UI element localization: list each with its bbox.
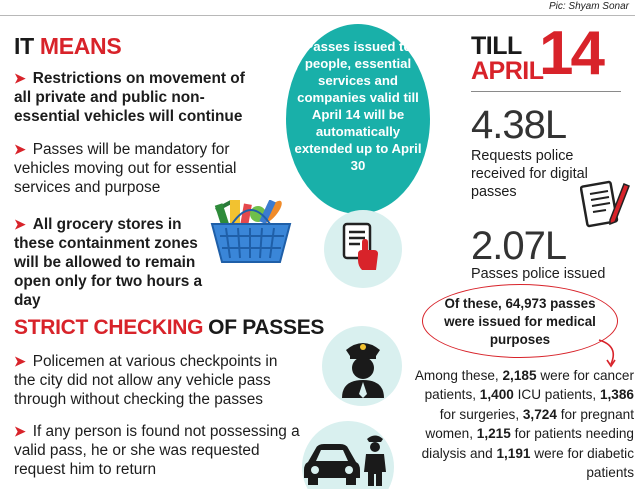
arrow-icon: ➤ [14, 141, 26, 157]
text-pregnant: for pregnant women, [425, 406, 634, 442]
heading-strict-checking: STRICT CHECKING [14, 316, 204, 339]
heading-of-passes: OF PASSES [208, 316, 325, 339]
traffic-police-icon [362, 432, 388, 486]
bullet-text: All grocery stores in these containment zones will be allowed to remain open only for two hours a day [14, 216, 203, 309]
medical-breakdown [412, 366, 634, 482]
medical-note: Of these, 64,973 passes were issued for medical purposes [444, 296, 596, 347]
it-means-heading [14, 33, 121, 60]
april-label: APRIL [471, 57, 544, 85]
issued-label: Passes police issued [471, 266, 606, 282]
till-label: TILL [471, 32, 522, 60]
text-dialysis: for patients needing dialysis and [421, 426, 634, 461]
grocery-basket-icon [206, 200, 296, 272]
photo-credit: Pic: Shyam Sonar [548, 1, 629, 12]
bullet-restrictions [14, 69, 266, 126]
count-cancer: 2,185 [502, 368, 537, 383]
breakdown-intro: Among these, [414, 368, 499, 383]
strict-checking-heading [14, 316, 324, 340]
extension-note: Passes issued to people, essential services and companies valid till April 14 will be automatically extended up to April 30 [294, 39, 422, 173]
text-diabetic: were for diabetic patients [534, 445, 634, 481]
bullet-valid-pass [14, 422, 304, 479]
notepad-pen-icon [580, 178, 630, 230]
count-icu: 1,400 [479, 387, 514, 403]
connector-arrow [597, 338, 621, 368]
bullet-text: Passes will be mandatory for vehicles moving out for essential services and purpose [14, 141, 237, 196]
arrow-icon: ➤ [14, 353, 26, 369]
divider [471, 91, 621, 92]
heading-word-it: IT [14, 33, 34, 59]
requests-label: Requests police received for digital passes [471, 148, 588, 200]
text-surgeries: for surgeries, [439, 406, 520, 422]
text-cancer: were for cancer patients, [424, 368, 634, 403]
credit-bar [0, 0, 635, 16]
car-icon [302, 440, 362, 486]
document-pass-icon [338, 220, 388, 278]
heading-word-means: MEANS [39, 33, 122, 59]
day-fourteen: 14 [539, 19, 602, 88]
arrow-icon: ➤ [14, 216, 26, 232]
policeman-icon [338, 336, 388, 398]
issued-value: 2.07L [471, 224, 567, 268]
count-diabetic: 1,191 [496, 445, 531, 461]
requests-value: 4.38L [471, 103, 567, 147]
bullet-grocery-stores [14, 215, 206, 310]
arrow-icon: ➤ [14, 70, 26, 86]
text-icu: ICU patients, [517, 387, 597, 403]
count-pregnant: 3,724 [522, 406, 557, 422]
bullet-text: Policemen at various checkpoints in the city did not allow any vehicle pass through without checking the passes [14, 353, 278, 408]
arrow-icon: ➤ [14, 423, 26, 439]
bullet-passes-mandatory [14, 140, 272, 197]
bullet-text: If any person is found not possessing a valid pass, he or she was requested request him to return [14, 423, 300, 478]
count-surgeries: 1,386 [599, 387, 634, 403]
bullet-text: Restrictions on movement of all private and public non-essential vehicles will continue [14, 70, 245, 125]
count-dialysis: 1,215 [476, 426, 511, 442]
bullet-checkpoints [14, 352, 296, 409]
